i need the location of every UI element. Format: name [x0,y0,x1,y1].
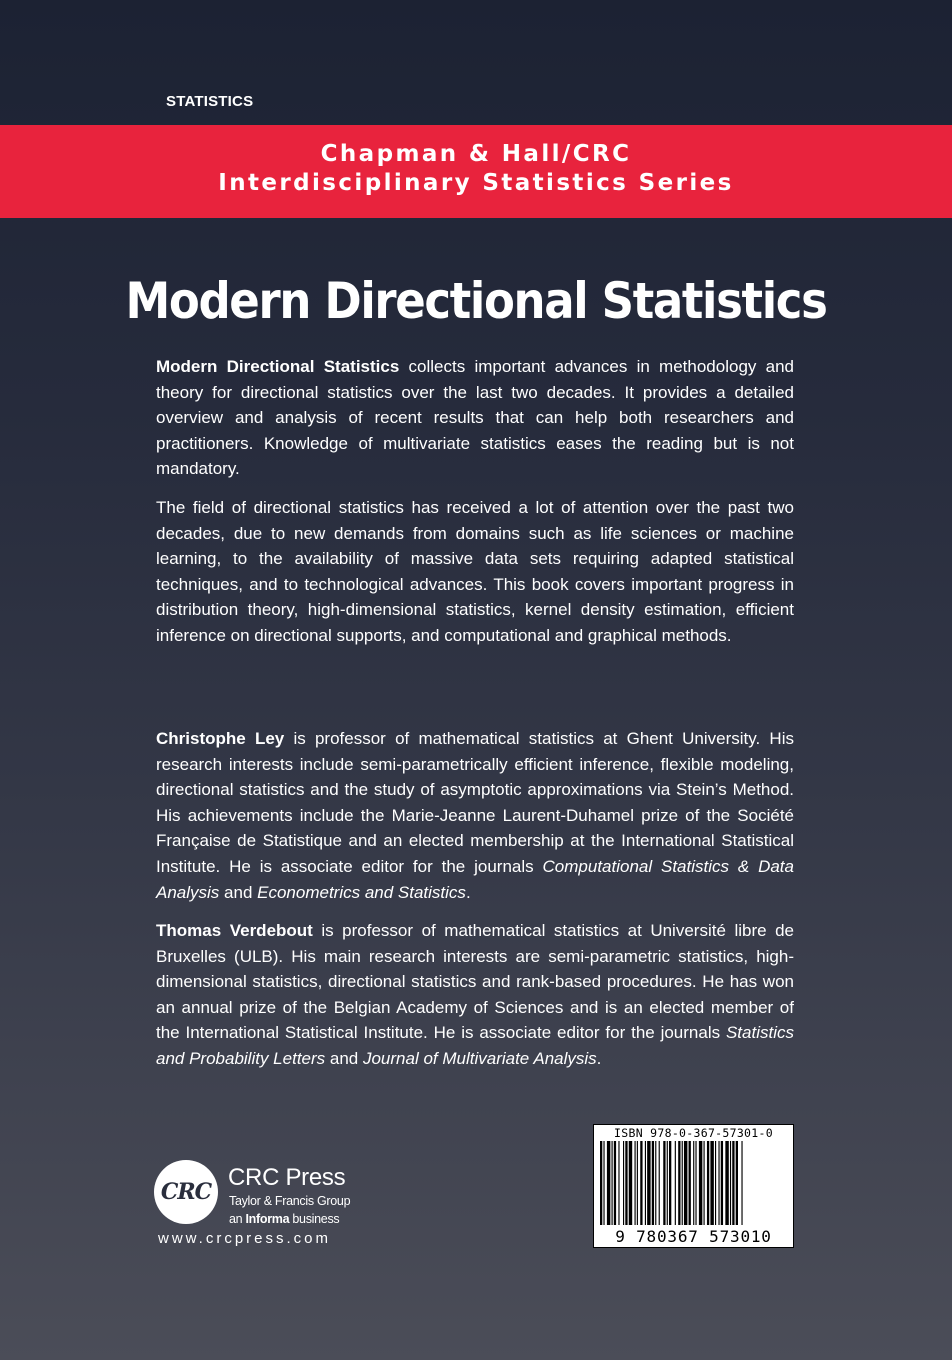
description-paragraph-2 [156,495,794,649]
business-prefix: an [229,1212,246,1226]
description-text-1: collects important advances in methodology and theory for directional statistics over the last two decades. It provides a detailed overview and analysis of recent results that can help both researchers and practitioners. Knowledge of multivariate statistics eases the reading but is not mandatory. [156,357,794,479]
series-line-2: Interdisciplinary Statistics Series [218,170,734,196]
ean-digits: 9 780367 573010 [615,1227,772,1246]
journal-ley-1: Computational Statistics & Data Analysis [156,856,794,902]
author-text-ley: is professor of mathematical statistics at Ghent University. His research interests include semi-parametrically efficient inference, flexible modeling, directional statistics and the study of asymptotic approximations via Stein’s Method. His achievements include the Marie-Jeanne Laurent-Duhamel prize of the Société Française de Statistique and an elected membership at the International Statistical Institute. He is associate editor for the journals [156,729,794,876]
journal-verdebout-2: Journal of Multivariate Analysis [362,1048,597,1068]
series-banner [0,125,952,218]
crc-logo-icon: CRC [154,1160,218,1224]
business-bold: Informa [245,1212,290,1226]
publisher-url[interactable]: www.crcpress.com [158,1230,332,1247]
category-label: STATISTICS [166,93,254,110]
isbn-barcode [593,1124,794,1248]
author-bio-verdebout [156,918,794,1072]
period-ley: . [465,882,471,902]
publisher-group: Taylor & Francis Group [229,1194,351,1208]
author-name-verdebout: Thomas Verdebout [156,921,313,940]
publisher-name: CRC Press [228,1164,346,1191]
barcode-bars [600,1141,788,1227]
author-bio-ley [156,726,794,905]
conjunction-ley: and [219,882,258,902]
business-suffix: business [289,1212,340,1226]
publisher-block [154,1160,384,1256]
description-text-2: The field of directional statistics has received a lot of attention over the past two decades, due to new demands from domains such as life sciences or machine learning, to the availability of massive data sets requiring adapted statistical techniques, and to technological advances. This book covers important progress in distribution theory, high-dimensional statistics, kernel density estimation, efficient inference on directional supports, and computational and graphical methods. [156,498,794,645]
journal-verdebout-1: Statistics and Probability Letters [156,1023,794,1068]
isbn-label: ISBN 978-0-367-57301-0 [614,1126,773,1140]
conjunction-verdebout: and [325,1048,363,1068]
author-name-ley: Christophe Ley [156,729,285,748]
description-book-title: Modern Directional Statistics [156,357,400,376]
publisher-business [229,1212,339,1226]
period-verdebout: . [596,1048,602,1068]
journal-ley-2: Econometrics and Statistics [257,882,466,902]
series-line-1: Chapman & Hall/CRC [320,141,632,167]
author-text-verdebout: is professor of mathematical statistics at Université libre de Bruxelles (ULB). His main research interests are semi-parametric statistics, high-dimensional statistics, directional statistics and rank-based procedures. He has won an annual prize of the Belgian Academy of Sciences and is an elected member of the International Statistical Institute. He is associate editor for the journals [156,921,795,1043]
description-paragraph-1 [156,354,794,482]
book-title: Modern Directional Statistics [125,272,827,330]
